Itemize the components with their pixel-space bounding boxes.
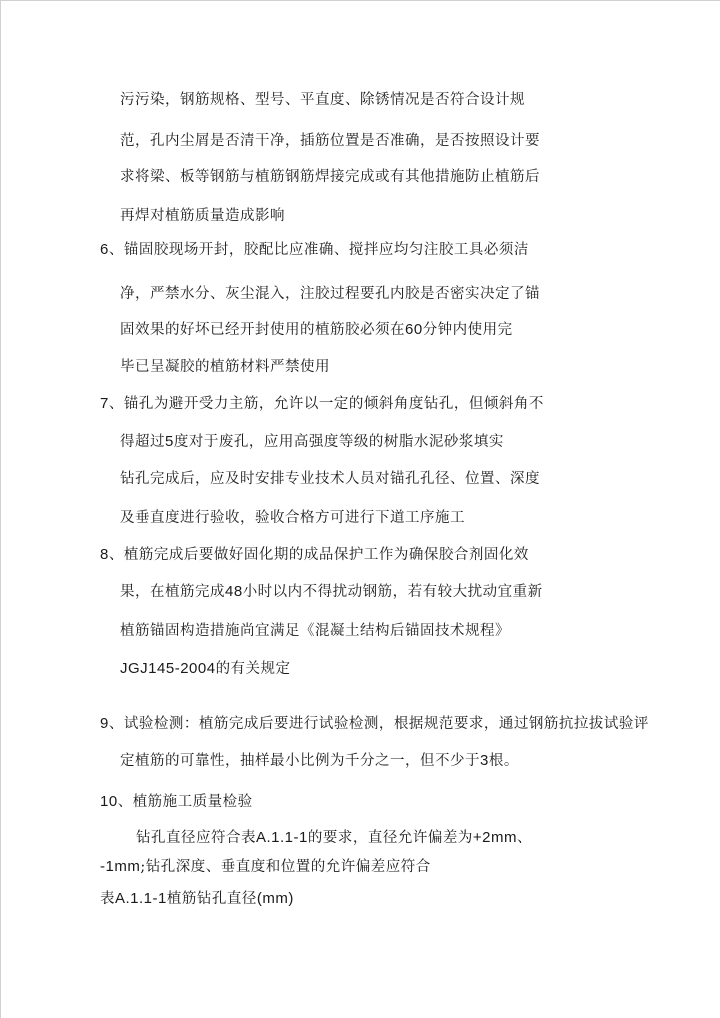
text-line: -1mm;钻孔深度、垂直度和位置的允许偏差应符合 [100,858,431,875]
text-line: 污污染，钢筋规格、型号、平直度、除锈情况是否符合设计规 [120,92,525,108]
text-line: 及垂直度进行验收，验收合格方可进行下道工序施工 [120,510,465,526]
page-edge-top [0,0,720,1]
text-line: 求将梁、板等钢筋与植筋钢筋焊接完成或有其他措施防止植筋后 [120,169,540,185]
text-line: 定植筋的可靠性，抽样最小比例为千分之一，但不少于3根。 [120,752,519,769]
text-line: 钻孔完成后，应及时安排专业技术人员对锚孔孔径、位置、深度 [120,471,540,487]
text-line: 再焊对植筋质量造成影响 [120,208,285,224]
list-item-heading: 8、植筋完成后要做好固化期的成品保护工作为确保胶合剂固化效 [100,546,529,563]
table-caption: 表A.1.1-1植筋钻孔直径(mm) [100,890,294,907]
text-line: 果，在植筋完成48小时以内不得扰动钢筋，若有较大扰动宜重新 [120,583,543,600]
list-item-heading: 9、试验检测：植筋完成后要进行试验检测，根据规范要求，通过钢筋抗拉拔试验评 [100,715,649,732]
text-line: 植筋锚固构造措施尚宜满足《混凝土结构后锚固技术规程》 [120,623,510,639]
list-item-heading: 10、植筋施工质量检验 [100,793,253,810]
text-line: 钻孔直径应符合表A.1.1-1的要求，直径允许偏差为+2mm、 [136,829,532,846]
text-line: JGJ145-2004的有关规定 [120,660,291,677]
list-item-heading: 6、锚固胶现场开封，胶配比应准确、搅拌应均匀注胶工具必须洁 [100,241,529,258]
text-line: 得超过5度对于废孔，应用高强度等级的树脂水泥砂浆填实 [120,433,504,450]
text-line: 范，孔内尘屑是否清干净，插筋位置是否准确，是否按照设计要 [120,133,540,149]
text-line: 毕已呈凝胶的植筋材料严禁使用 [120,359,330,375]
text-line: 固效果的好坏已经开封使用的植筋胶必须在60分钟内使用完 [120,321,513,338]
page-edge-left [0,0,1,1018]
list-item-heading: 7、锚孔为避开受力主筋，允许以一定的倾斜角度钻孔，但倾斜角不 [100,395,544,412]
text-line: 净，严禁水分、灰尘混入，注胶过程要孔内胶是否密实决定了锚 [120,286,540,302]
